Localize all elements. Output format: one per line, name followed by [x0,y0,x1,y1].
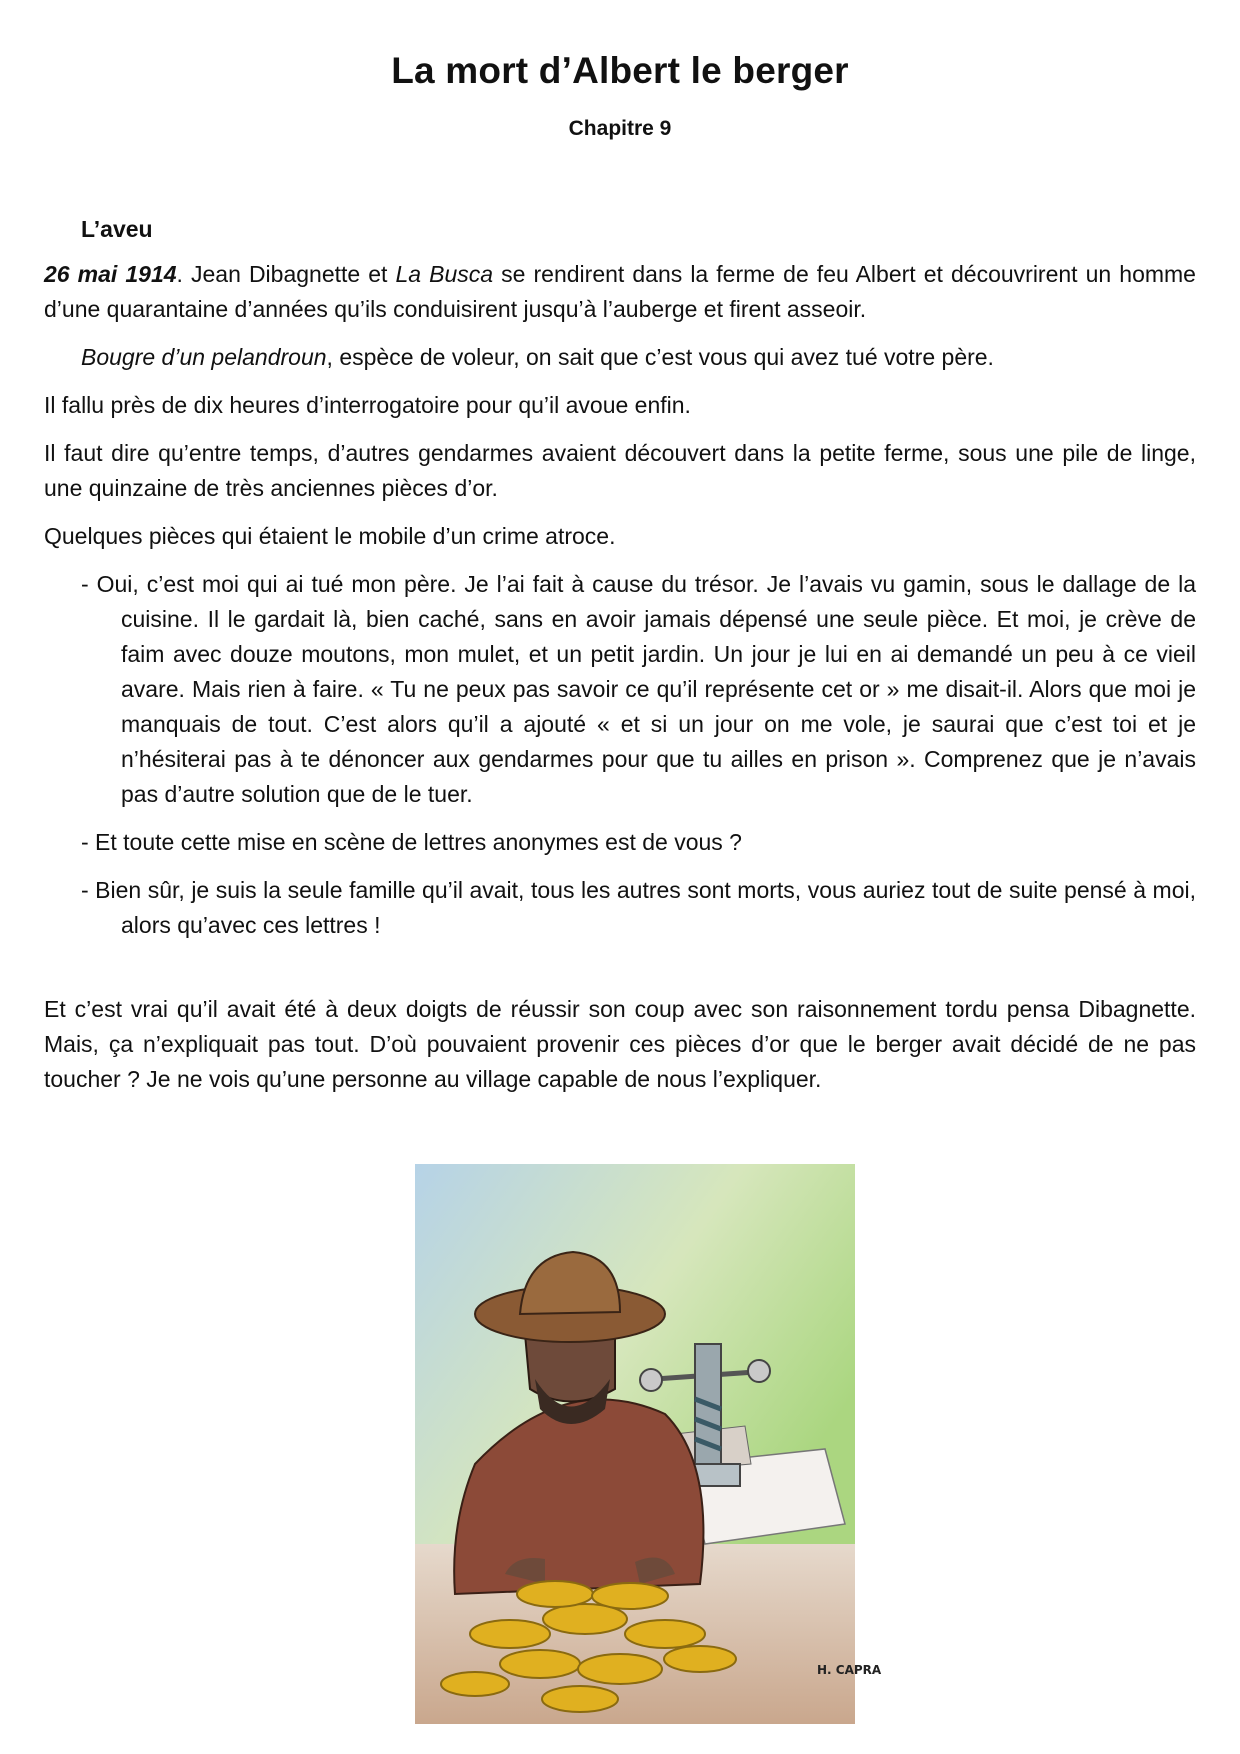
body-text [44,212,1196,1110]
document-page [44,0,1196,1754]
spacer [44,956,1196,992]
page-title: La mort d’Albert le berger [391,50,849,91]
paragraph-4: Il faut dire qu’entre temps, d’autres gendarmes avaient découvert dans la petite ferme, sous une pile de linge, une quinzaine de très anciennes pièces d’or. [44,440,1196,501]
nickname-text: La Busca [395,261,494,287]
insult-phrase: Bougre d’un pelandroun [81,344,327,370]
paragraph-1-text-a: . Jean Dibagnette et [176,261,396,287]
paragraph-2 [44,340,1196,375]
artist-signature: H. CAPRA [817,1663,882,1677]
section-heading: L’aveu [81,216,153,242]
paragraph-3: Il fallu près de dix heures d’interrogatoire pour qu’il avoue enfin. [44,392,691,418]
paragraph-5: Quelques pièces qui étaient le mobile d’un crime atroce. [44,523,616,549]
paragraph-6: Et c’est vrai qu’il avait été à deux doigts de réussir son coup avec son raisonnement tordu pensa Dibagnette. Mais, ça n’expliquait pas tout. D’où pouvaient provenir ces pièces d’or que le berger avait décidé de ne pas toucher ? Je ne vois qu’une personne au village capable de nous l’expliquer. [44,996,1196,1092]
paragraph-1 [44,257,1196,327]
dialogue-2: - Et toute cette mise en scène de lettres anonymes est de vous ? [81,829,742,855]
illustration-drawing [415,1164,855,1724]
paragraph-2-text: , espèce de voleur, on sait que c’est vous qui avez tué votre père. [326,344,994,370]
dialogue-1: - Oui, c’est moi qui ai tué mon père. Je l’ai fait à cause du trésor. Je l’avais vu gamin, sous le dallage de la cuisine. Il le gardait là, bien caché, sans en avoir jamais dépensé une seule pièce. Et moi, je crève de faim avec douze moutons, mon mulet, et un petit jardin. Un jour je lui en ai demandé un peu à ce vieil avare. Mais rien à faire. « Tu ne peux pas savoir ce qu’il représente cet or » me disait-il. Alors que moi je manquais de tout. C’est alors qu’il a ajouté « et si un jour on me vole, je saurai que c’est toi et je n’hésiterai pas à te dénoncer aux gendarmes pour que tu ailles en prison ». Comprenez que je n’avais pas d’autre solution que de le tuer. [81,571,1196,807]
dialogue-3: - Bien sûr, je suis la seule famille qu’il avait, tous les autres sont morts, vous auriez tout de suite pensé à moi, alors qu’avec ces lettres ! [81,877,1196,938]
date-text: 26 mai 1914 [44,261,177,287]
illustration-svg [415,1164,855,1724]
chapter-subtitle: Chapitre 9 [568,117,672,140]
paragraph-1-text-b: se rendirent dans la ferme de feu Albert et découvrirent un homme d’une quarantaine d’années qu’ils conduisirent jusqu’à l’auberge et firent asseoir. [44,261,1196,322]
